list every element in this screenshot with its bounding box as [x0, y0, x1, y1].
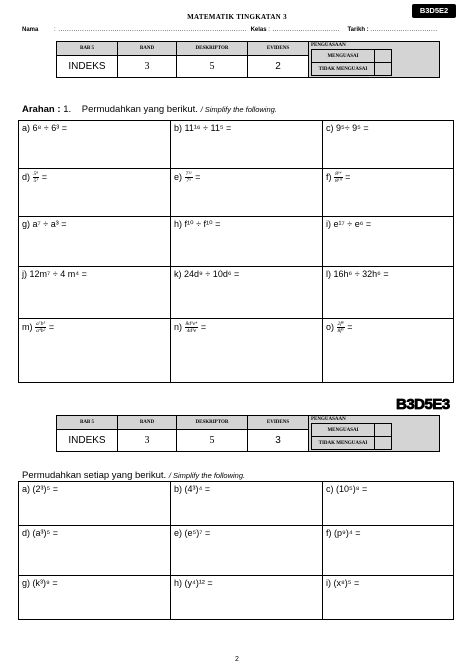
header-band: BAND: [118, 416, 177, 430]
penguasaan-title: PENGUASAAN: [311, 417, 346, 422]
question-h[interactable]: h) f¹⁰ ÷ f¹⁰ =: [171, 217, 323, 267]
question-b[interactable]: b) (4³)⁴ =: [171, 482, 323, 526]
arahan-label: Arahan :: [22, 104, 61, 115]
menguasai-checkbox[interactable]: [375, 50, 392, 63]
menguasai-label: MENGUASAI: [312, 424, 375, 437]
fraction-f: $\frac{\text{8¹⁴}}{\text{8¹⁰}}$: [335, 171, 342, 184]
penguasaan-cell: [309, 42, 440, 78]
question-g[interactable]: g) a⁷ ÷ a³ =: [19, 217, 171, 267]
score-table-1: [56, 41, 440, 78]
fraction-e: $\frac{\text{7¹²}}{\text{7⁵}}$: [185, 171, 192, 184]
question-m[interactable]: m) $\frac{\text{a⁷b⁵}}{\text{a⁴b²}}$ =: [19, 319, 171, 383]
question-j[interactable]: j) 12m⁷ ÷ 4 m⁴ =: [19, 267, 171, 319]
value-band: 3: [118, 429, 177, 451]
question-e[interactable]: e) $\frac{\text{7¹²}}{\text{7⁵}}$ =: [171, 169, 323, 217]
header-evidens: EVIDENS: [248, 416, 309, 430]
question-a[interactable]: a) (2³)⁵ =: [19, 482, 171, 526]
tidak-menguasai-label: TIDAK MENGUASAI: [312, 437, 375, 450]
question-f[interactable]: f) (p⁹)⁴ =: [323, 526, 454, 576]
header-bab: BAB 5: [57, 42, 118, 56]
instruction-1: [22, 104, 277, 115]
page-title: MATEMATIK TINGKATAN 3: [187, 13, 287, 21]
tarikh-field[interactable]: ...............................: [370, 27, 438, 33]
value-deskriptor: 5: [177, 429, 248, 451]
question-c[interactable]: c) (10⁵)⁸ =: [323, 482, 454, 526]
fraction-n: $\frac{\text{8d⁵e⁴}}{\text{4d³e}}$: [185, 321, 198, 334]
instruction-english: / Simplify the following.: [168, 471, 246, 480]
value-evidens: 2: [248, 55, 309, 77]
value-indeks: INDEKS: [57, 429, 118, 451]
instruction-2: [22, 470, 245, 481]
question-d[interactable]: d) (a³)⁵ =: [19, 526, 171, 576]
tidak-menguasai-label: TIDAK MENGUASAI: [312, 63, 375, 76]
question-number: 1.: [63, 104, 72, 115]
exercise-grid-1: [18, 120, 454, 383]
penguasaan-cell: [309, 416, 440, 452]
question-h[interactable]: h) (y⁴)¹² =: [171, 576, 323, 620]
question-g[interactable]: g) (k³)⁹ =: [19, 576, 171, 620]
score-table-2: [56, 415, 440, 452]
instruction-malay: Permudahkan setiap yang berikut.: [22, 470, 167, 481]
fraction-d: $\frac{\text{5⁸}}{\text{5³}}$: [33, 171, 39, 184]
kelas-field[interactable]: : ...............................: [268, 27, 340, 33]
fraction-o: $\frac{\text{2f⁸}}{\text{8f⁵}}$: [337, 321, 344, 334]
instruction-english: / Simplify the following.: [200, 105, 277, 114]
page-number: 2: [235, 656, 239, 663]
value-band: 3: [118, 55, 177, 77]
nama-label: Nama: [22, 27, 39, 33]
question-e[interactable]: e) (e⁵)⁷ =: [171, 526, 323, 576]
question-k[interactable]: k) 24d⁹ ÷ 10d⁶ =: [171, 267, 323, 319]
header-evidens: EVIDENS: [248, 42, 309, 56]
header-deskriptor: DESKRIPTOR: [177, 42, 248, 56]
tarikh-label: Tarikh :: [347, 27, 369, 33]
question-f[interactable]: f) $\frac{\text{8¹⁴}}{\text{8¹⁰}}$ =: [323, 169, 454, 217]
menguasai-label: MENGUASAI: [312, 50, 375, 63]
question-a[interactable]: a) 6⁸ ÷ 6³ =: [19, 121, 171, 169]
menguasai-checkbox[interactable]: [375, 424, 392, 437]
header-bab: BAB 5: [57, 416, 118, 430]
fraction-m: $\frac{\text{a⁷b⁵}}{\text{a⁴b²}}$: [36, 321, 46, 334]
question-c[interactable]: c) 9⁵÷ 9⁵ =: [323, 121, 454, 169]
nama-field[interactable]: : .......................................................................................: [54, 27, 247, 33]
code-badge-large: B3D5E3: [396, 396, 450, 413]
question-i[interactable]: i) e¹⁷ ÷ e⁶ =: [323, 217, 454, 267]
tidak-menguasai-checkbox[interactable]: [375, 437, 392, 450]
instruction-malay: Permudahkan yang berikut.: [81, 104, 198, 115]
kelas-label: Kelas: [250, 27, 267, 33]
question-i[interactable]: i) (x⁸)⁵ =: [323, 576, 454, 620]
tidak-menguasai-checkbox[interactable]: [375, 63, 392, 76]
question-l[interactable]: l) 16h⁶ ÷ 32h⁶ =: [323, 267, 454, 319]
question-n[interactable]: n) $\frac{\text{8d⁵e⁴}}{\text{4d³e}}$ =: [171, 319, 323, 383]
value-indeks: INDEKS: [57, 55, 118, 77]
header-band: BAND: [118, 42, 177, 56]
question-d[interactable]: d) $\frac{\text{5⁸}}{\text{5³}}$ =: [19, 169, 171, 217]
penguasaan-title: PENGUASAAN: [311, 43, 346, 48]
value-evidens: 3: [248, 429, 309, 451]
header-line: [22, 27, 462, 33]
question-b[interactable]: b) 11¹⁶ ÷ 11⁵ =: [171, 121, 323, 169]
header-deskriptor: DESKRIPTOR: [177, 416, 248, 430]
code-badge: B3D5E2: [412, 4, 456, 18]
value-deskriptor: 5: [177, 55, 248, 77]
exercise-grid-2: [18, 481, 454, 620]
penguasaan-options: [311, 423, 392, 450]
penguasaan-options: [311, 49, 392, 76]
question-o[interactable]: o) $\frac{\text{2f⁸}}{\text{8f⁵}}$ =: [323, 319, 454, 383]
